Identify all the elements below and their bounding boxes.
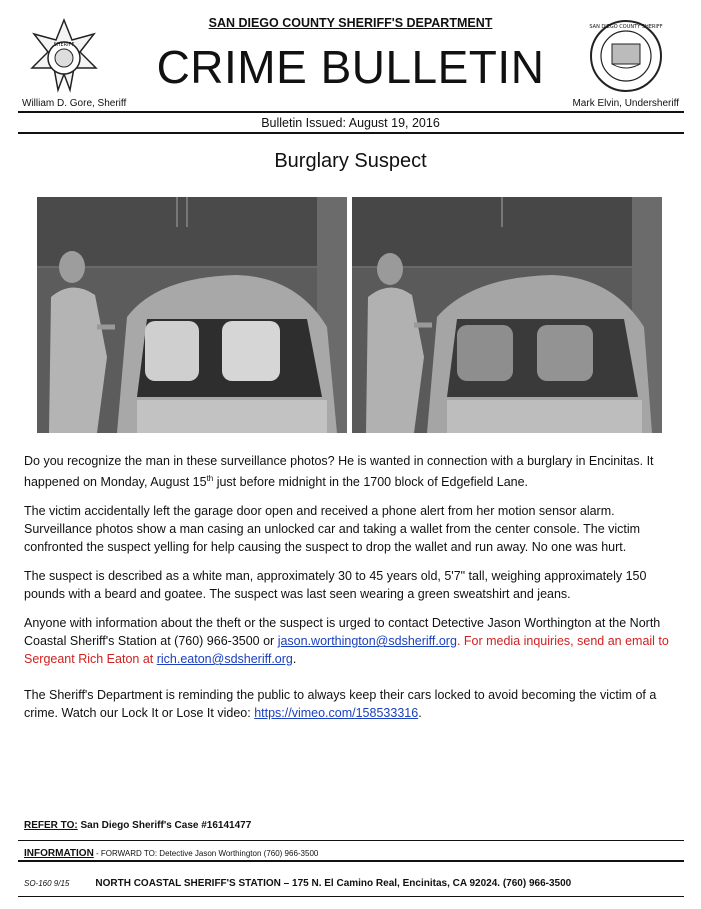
bulletin-body bbox=[24, 452, 679, 733]
header-divider-bottom bbox=[18, 132, 684, 134]
bulletin-title: CRIME BULLETIN bbox=[156, 41, 545, 93]
detective-email-link[interactable]: jason.worthington@sdsheriff.org bbox=[277, 634, 457, 649]
bulletin-heading: Burglary Suspect bbox=[274, 150, 427, 172]
surveillance-photo-2 bbox=[352, 197, 662, 433]
footer-divider bbox=[18, 860, 684, 862]
svg-text:SAN DIEGO COUNTY SHERIFF: SAN DIEGO COUNTY SHERIFF bbox=[589, 24, 663, 30]
surveillance-photo-1 bbox=[37, 197, 347, 433]
paragraph-intro: Do you recognize the man in these surveillance photos? He is wanted in connection with a burglary in Encinitas. It happened on Monday, August 15th just before midnight in the 1700 block of Edgefield Lane. bbox=[24, 454, 654, 490]
video-link[interactable]: https://vimeo.com/158533316 bbox=[254, 706, 419, 721]
undersheriff-name: Mark Elvin, Undersheriff bbox=[572, 98, 679, 109]
information-line: INFORMATION - FORWARD TO: Detective Jason Worthington (760) 966-3500 bbox=[24, 848, 319, 859]
refer-to: REFER TO: San Diego Sheriff's Case #16141477 bbox=[24, 820, 252, 831]
station-footer: SO-160 9/15 NORTH COASTAL SHERIFF'S STATION – 175 N. El Camino Real, Encinitas, CA 92024. (760) 966-3500 bbox=[24, 878, 572, 889]
paragraph-contact: Anyone with information about the theft or the suspect is urged to contact Detective Jason Worthington at the North Coastal Sheriff's Station at (760) 966-3500 or jason.worthington@sdsheriff.org. For media inquiries, send an email to Sergeant Rich Eaton at rich.eaton@sdsheriff.org. bbox=[24, 616, 669, 667]
header-divider-top bbox=[18, 111, 684, 113]
media-email-link[interactable]: rich.eaton@sdsheriff.org bbox=[156, 652, 293, 667]
paragraph-description: The suspect is described as a white man, approximately 30 to 45 years old, 5'7" tall, weighing approximately 150 pounds with a beard and goatee. The suspect was last seen wearing a green sweatshirt and jeans. bbox=[24, 569, 647, 602]
issue-date: Bulletin Issued: August 19, 2016 bbox=[261, 116, 440, 130]
footer-bottom-rule bbox=[18, 896, 684, 897]
refer-divider bbox=[18, 840, 684, 841]
paragraph-reminder: The Sheriff's Department is reminding the public to always keep their cars locked to avoid becoming the victim of a crime. Watch our Lock It or Lose It video: https://vimeo.com/158533316. bbox=[24, 688, 657, 721]
paragraph-incident: The victim accidentally left the garage door open and received a phone alert from her motion sensor alarm. Surveillance photos show a man casing an unlocked car and taking a wallet from the center console. The victim confronted the suspect yelling for help causing the suspect to drop the wallet and run away. No one was hurt. bbox=[24, 504, 641, 555]
sheriff-name: William D. Gore, Sheriff bbox=[22, 98, 127, 109]
department-name: SAN DIEGO COUNTY SHERIFF'S DEPARTMENT bbox=[208, 16, 493, 30]
svg-text:SHERIFF: SHERIFF bbox=[53, 42, 75, 48]
